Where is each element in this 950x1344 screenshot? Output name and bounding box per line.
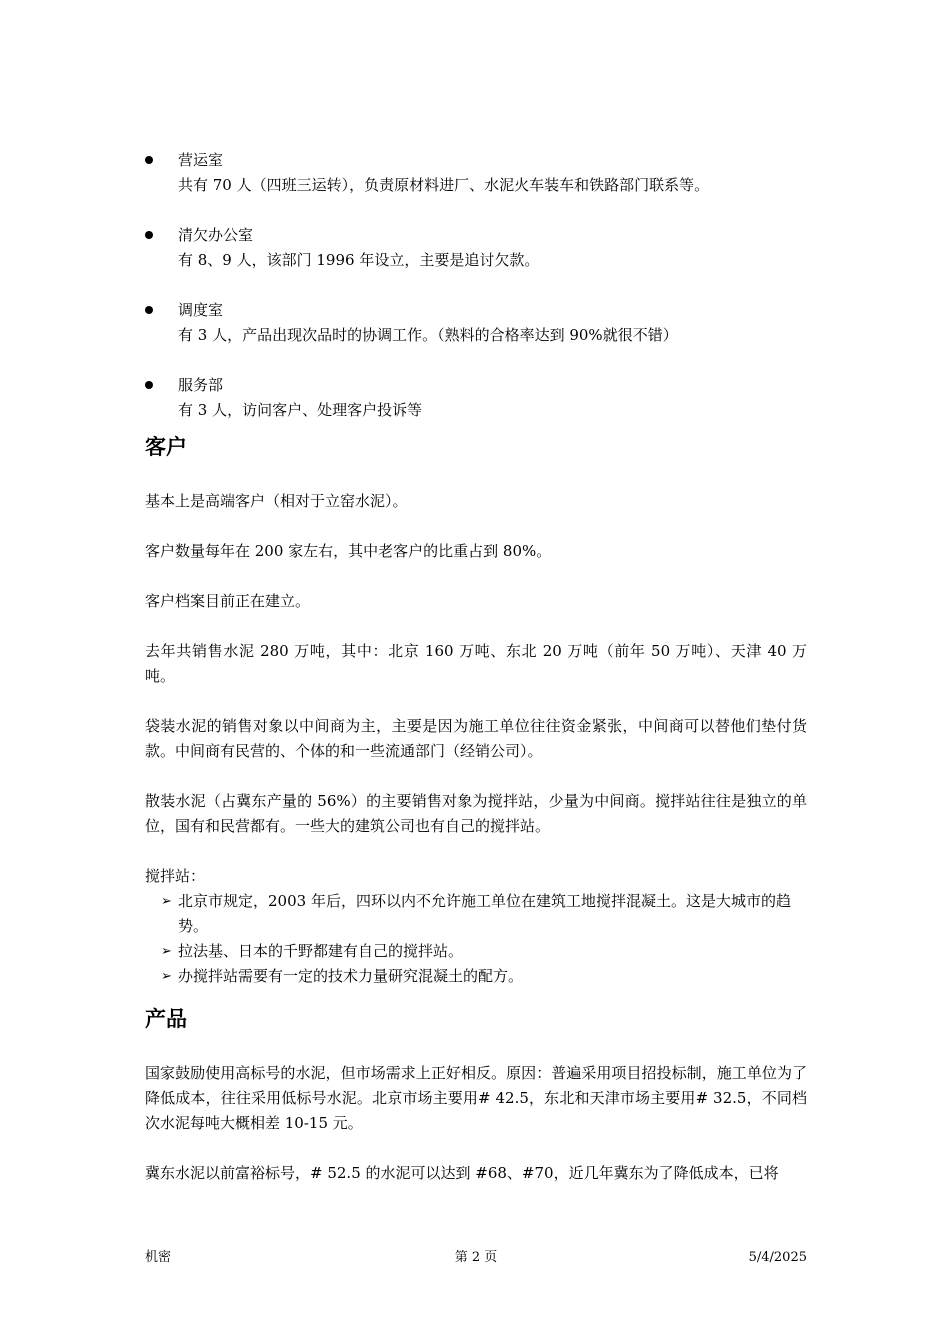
page-content [145,148,807,1186]
bullet-dot-icon [145,156,153,164]
arrow-bullet-icon: ➢ [161,894,172,909]
customers-paragraph: 去年共销售水泥 280 万吨，其中：北京 160 万吨、东北 20 万吨（前年 50 万吨）、天津 40 万吨。 [145,642,807,685]
list-item-text: 拉法基、日本的千野都建有自己的搅拌站。 [178,942,464,960]
customers-paragraph: 袋装水泥的销售对象以中间商为主，主要是因为施工单位往往资金紧张，中间商可以替他们垫付货款。中间商有民营的、个体的和一些流通部门（经销公司）。 [145,717,807,760]
dept-desc: 有 3 人，产品出现次品时的协调工作。（熟料的合格率达到 90%就很不错） [178,326,678,344]
page-footer [145,1248,807,1268]
list-item [145,964,807,989]
bullet-dot-icon [145,306,153,314]
dept-item-debt-collection [145,223,807,273]
dept-name: 服务部 [178,376,224,394]
list-item-text: 北京市规定，2003 年后，四环以内不允许施工单位在建筑工地搅拌混凝土。这是大城市的趋势。 [178,892,791,935]
list-item-text: 办搅拌站需要有一定的技术力量研究混凝土的配方。 [178,967,524,985]
products-paragraph: 国家鼓励使用高标号的水泥，但市场需求上正好相反。原因：普遍采用项目招投标制，施工单位为了降低成本，往往采用低标号水泥。北京市场主要用# 42.5，东北和天津市场主要用# 32.5，不同档次水泥每吨大概相差 10-15 元。 [145,1064,807,1132]
arrow-bullet-icon: ➢ [161,944,172,959]
dept-name: 营运室 [178,151,224,169]
mixing-station-list [145,889,807,989]
footer-date: 5/4/2025 [748,1250,807,1265]
footer-page-number: 第 2 页 [454,1250,498,1265]
dept-desc: 有 8、9 人，该部门 1996 年设立，主要是追讨欠款。 [178,251,540,269]
dept-name: 调度室 [178,301,224,319]
dept-name: 清欠办公室 [178,226,254,244]
dept-desc: 共有 70 人（四班三运转），负责原材料进厂、水泥火车装车和铁路部门联系等。 [178,176,710,194]
bullet-dot-icon [145,231,153,239]
customers-paragraph: 散装水泥（占冀东产量的 56%）的主要销售对象为搅拌站，少量为中间商。搅拌站往往是独立的单位，国有和民营都有。一些大的建筑公司也有自己的搅拌站。 [145,792,807,835]
list-item [145,939,807,964]
section-heading-products: 产品 [145,1007,187,1031]
customers-paragraph: 客户数量每年在 200 家左右，其中老客户的比重占到 80%。 [145,542,552,560]
mixing-station-label: 搅拌站： [145,867,206,885]
customers-paragraph: 基本上是高端客户（相对于立窑水泥）。 [145,492,408,510]
dept-item-service [145,373,807,423]
arrow-bullet-icon: ➢ [161,969,172,984]
dept-desc: 有 3 人，访问客户、处理客户投诉等 [178,401,423,419]
section-heading-customers: 客户 [145,435,187,459]
bullet-dot-icon [145,381,153,389]
footer-confidential: 机密 [145,1250,172,1265]
list-item [145,889,807,939]
dept-item-operations [145,148,807,198]
dept-item-dispatch [145,298,807,348]
customers-paragraph: 客户档案目前正在建立。 [145,592,311,610]
products-paragraph: 冀东水泥以前富裕标号，# 52.5 的水泥可以达到 #68、#70，近几年冀东为了降低成本，已将 [145,1164,779,1182]
